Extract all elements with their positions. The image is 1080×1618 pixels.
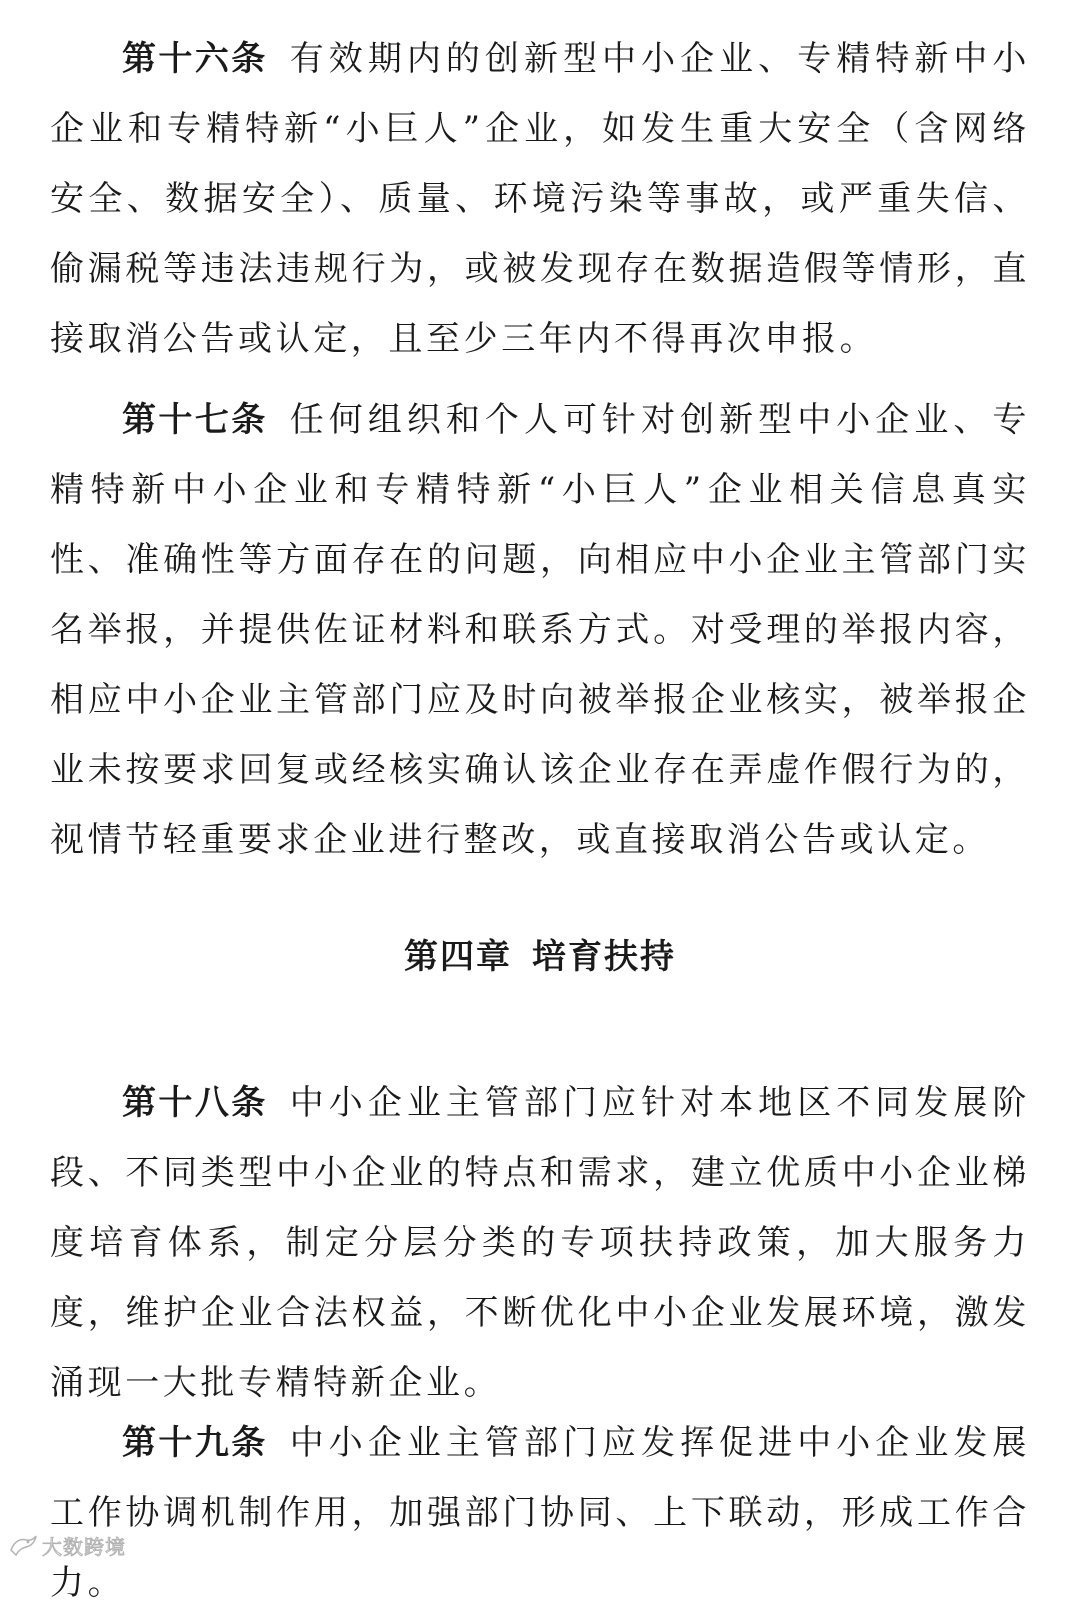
article-19-text: 中小企业主管部门应发挥促进中小企业发展工作协调机制作用，加强部门协同、上下联动，形成工作合力。 — [50, 1423, 1030, 1603]
chapter-heading — [0, 922, 1080, 992]
article-17-text: 任何组织和个人可针对创新型中小企业、专精特新中小企业和专精特新“小巨人”企业相关信息真实性、准确性等方面存在的问题，向相应中小企业主管部门实名举报，并提供佐证材料和联系方式。对受理的举报内容，相应中小企业主管部门应及时向被举报企业核实，被举报企业未按要求回复或经核实确认该企业存在弄虚作假行为的，视情节轻重要求企业进行整改，或直接取消公告或认定。 — [50, 400, 1030, 860]
article-18-paragraph — [50, 1068, 1030, 1418]
article-18-number: 第十八条 — [122, 1083, 268, 1123]
article-17-paragraph — [50, 385, 1030, 875]
article-16-paragraph — [50, 24, 1030, 374]
article-19-paragraph — [50, 1408, 1030, 1618]
article-16-text: 有效期内的创新型中小企业、专精特新中小企业和专精特新“小巨人”企业，如发生重大安全（含网络安全、数据安全）、质量、环境污染等事故，或严重失信、偷漏税等违法违规行为，或被发现存在数据造假等情形，直接取消公告或认定，且至少三年内不得再次申报。 — [50, 39, 1030, 359]
article-17-number: 第十七条 — [122, 400, 268, 440]
watermark — [8, 1530, 126, 1560]
article-18-text: 中小企业主管部门应针对本地区不同发展阶段、不同类型中小企业的特点和需求，建立优质中小企业梯度培育体系，制定分层分类的专项扶持政策，加大服务力度，维护企业合法权益，不断优化中小企业发展环境，激发涌现一大批专精特新企业。 — [50, 1083, 1030, 1403]
bird-logo-icon — [8, 1532, 38, 1558]
chapter-title: 培育扶持 — [532, 937, 676, 977]
article-19-number: 第十九条 — [122, 1423, 268, 1463]
watermark-text: 大数跨境 — [42, 1534, 126, 1559]
article-16-number: 第十六条 — [122, 39, 268, 79]
chapter-number: 第四章 — [404, 937, 512, 977]
